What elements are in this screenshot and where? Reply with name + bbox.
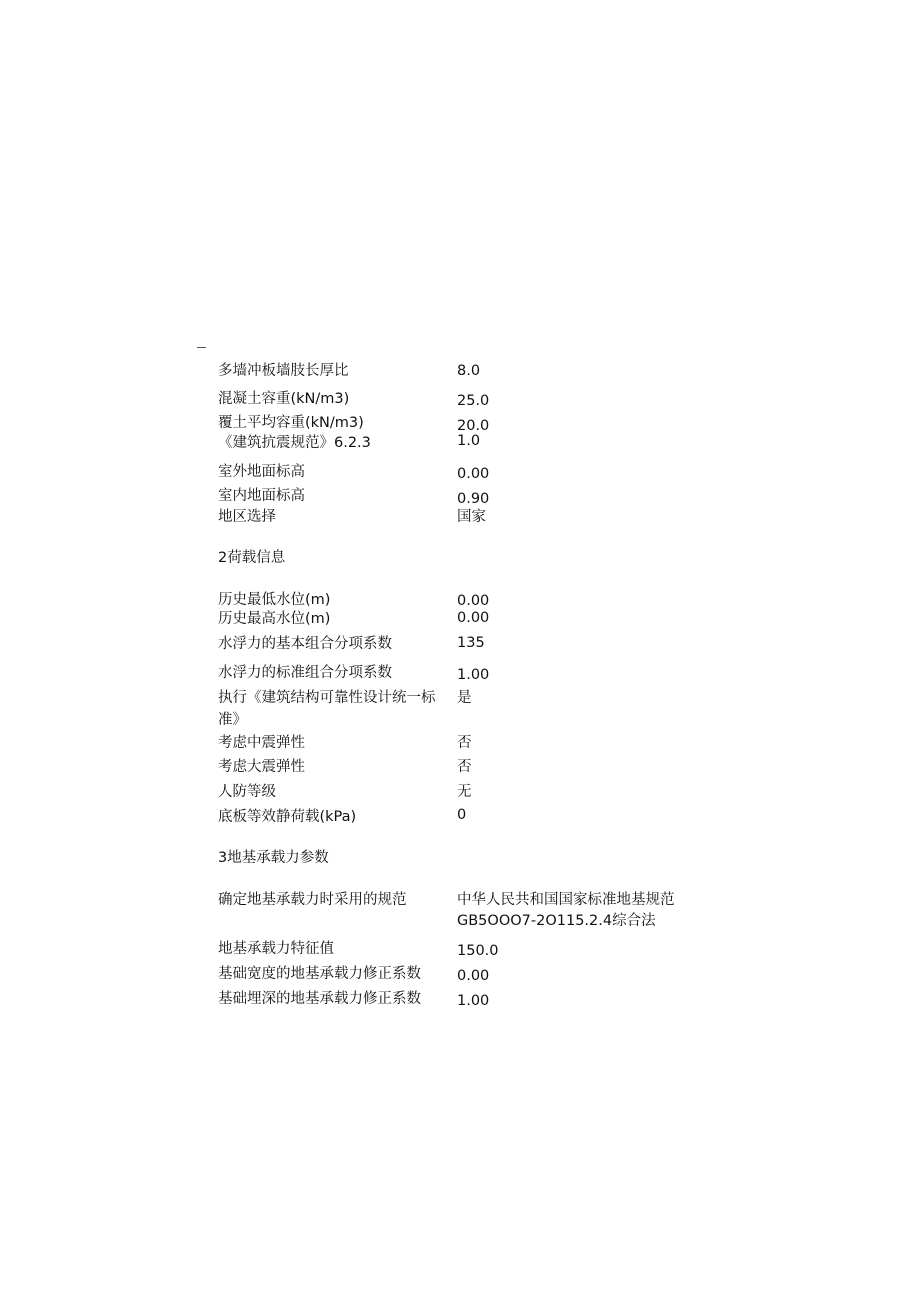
param-row (0, 988, 920, 1012)
param-row (0, 506, 920, 530)
param-value: 0.00 (457, 466, 490, 482)
param-value: 135 (457, 635, 485, 651)
param-row (0, 781, 920, 805)
param-value: 8.0 (457, 363, 481, 379)
param-label: 基础埋深的地基承载力修正系数 (218, 991, 421, 1007)
param-row (0, 889, 920, 935)
param-value: 25.0 (457, 393, 490, 409)
param-row (0, 608, 920, 632)
section-heading: 3地基承载力参数 (218, 850, 329, 866)
param-row (0, 432, 920, 456)
param-row (0, 461, 920, 485)
param-value-line1: 中华人民共和国国家标准地基规范 (457, 892, 675, 908)
param-row (0, 360, 920, 384)
param-value: 20.0 (457, 418, 490, 434)
param-label: 水浮力的基本组合分项系数 (218, 636, 392, 652)
param-label: 室内地面标高 (218, 488, 305, 504)
param-label: 考虑中震弹性 (218, 735, 305, 751)
param-row (0, 963, 920, 987)
param-row (0, 732, 920, 756)
param-label: 历史最低水位(m) (218, 592, 331, 608)
param-value: 国家 (457, 509, 486, 525)
param-value: 1.00 (457, 993, 490, 1009)
param-value: 0 (457, 807, 467, 823)
param-label: 水浮力的标准组合分项系数 (218, 665, 392, 681)
param-value-line2: GB5OOO7-2O115.2.4综合法 (457, 913, 656, 929)
page-mark (197, 347, 206, 348)
param-row (0, 633, 920, 657)
param-label: 地区选择 (218, 509, 276, 525)
param-value: 0.00 (457, 593, 490, 609)
param-label: 执行《建筑结构可靠性设计统一标准》 (218, 690, 436, 728)
param-row (0, 388, 920, 412)
param-row (0, 938, 920, 962)
param-label: 覆土平均容重(kN/m3) (218, 415, 364, 431)
param-value: 无 (457, 784, 472, 800)
param-label: 混凝土容重(kN/m3) (218, 391, 350, 407)
param-row (0, 806, 920, 830)
param-label: 地基承载力特征值 (218, 941, 334, 957)
param-value: 0.00 (457, 968, 490, 984)
param-row (0, 687, 920, 733)
param-value: 0.90 (457, 491, 490, 507)
param-label: 历史最高水位(m) (218, 611, 331, 627)
param-value: 150.0 (457, 943, 499, 959)
param-value: 1.0 (457, 433, 481, 449)
section-heading: 2荷载信息 (218, 550, 286, 566)
param-label: 考虑大震弹性 (218, 759, 305, 775)
param-label: 人防等级 (218, 784, 276, 800)
param-label: 确定地基承载力时采用的规范 (218, 892, 407, 908)
param-value: 否 (457, 759, 472, 775)
param-value: 否 (457, 735, 472, 751)
param-value: 是 (457, 690, 472, 706)
param-label: 室外地面标高 (218, 464, 305, 480)
param-value: 0.00 (457, 610, 490, 626)
param-label: 基础宽度的地基承载力修正系数 (218, 966, 421, 982)
param-row (0, 662, 920, 686)
param-row (0, 756, 920, 780)
param-label: 底板等效静荷载(kPa) (218, 809, 357, 825)
param-label: 多墙冲板墙肢长厚比 (218, 363, 349, 379)
param-label: 《建筑抗震规范》6.2.3 (218, 435, 371, 451)
param-value: 1.00 (457, 667, 490, 683)
